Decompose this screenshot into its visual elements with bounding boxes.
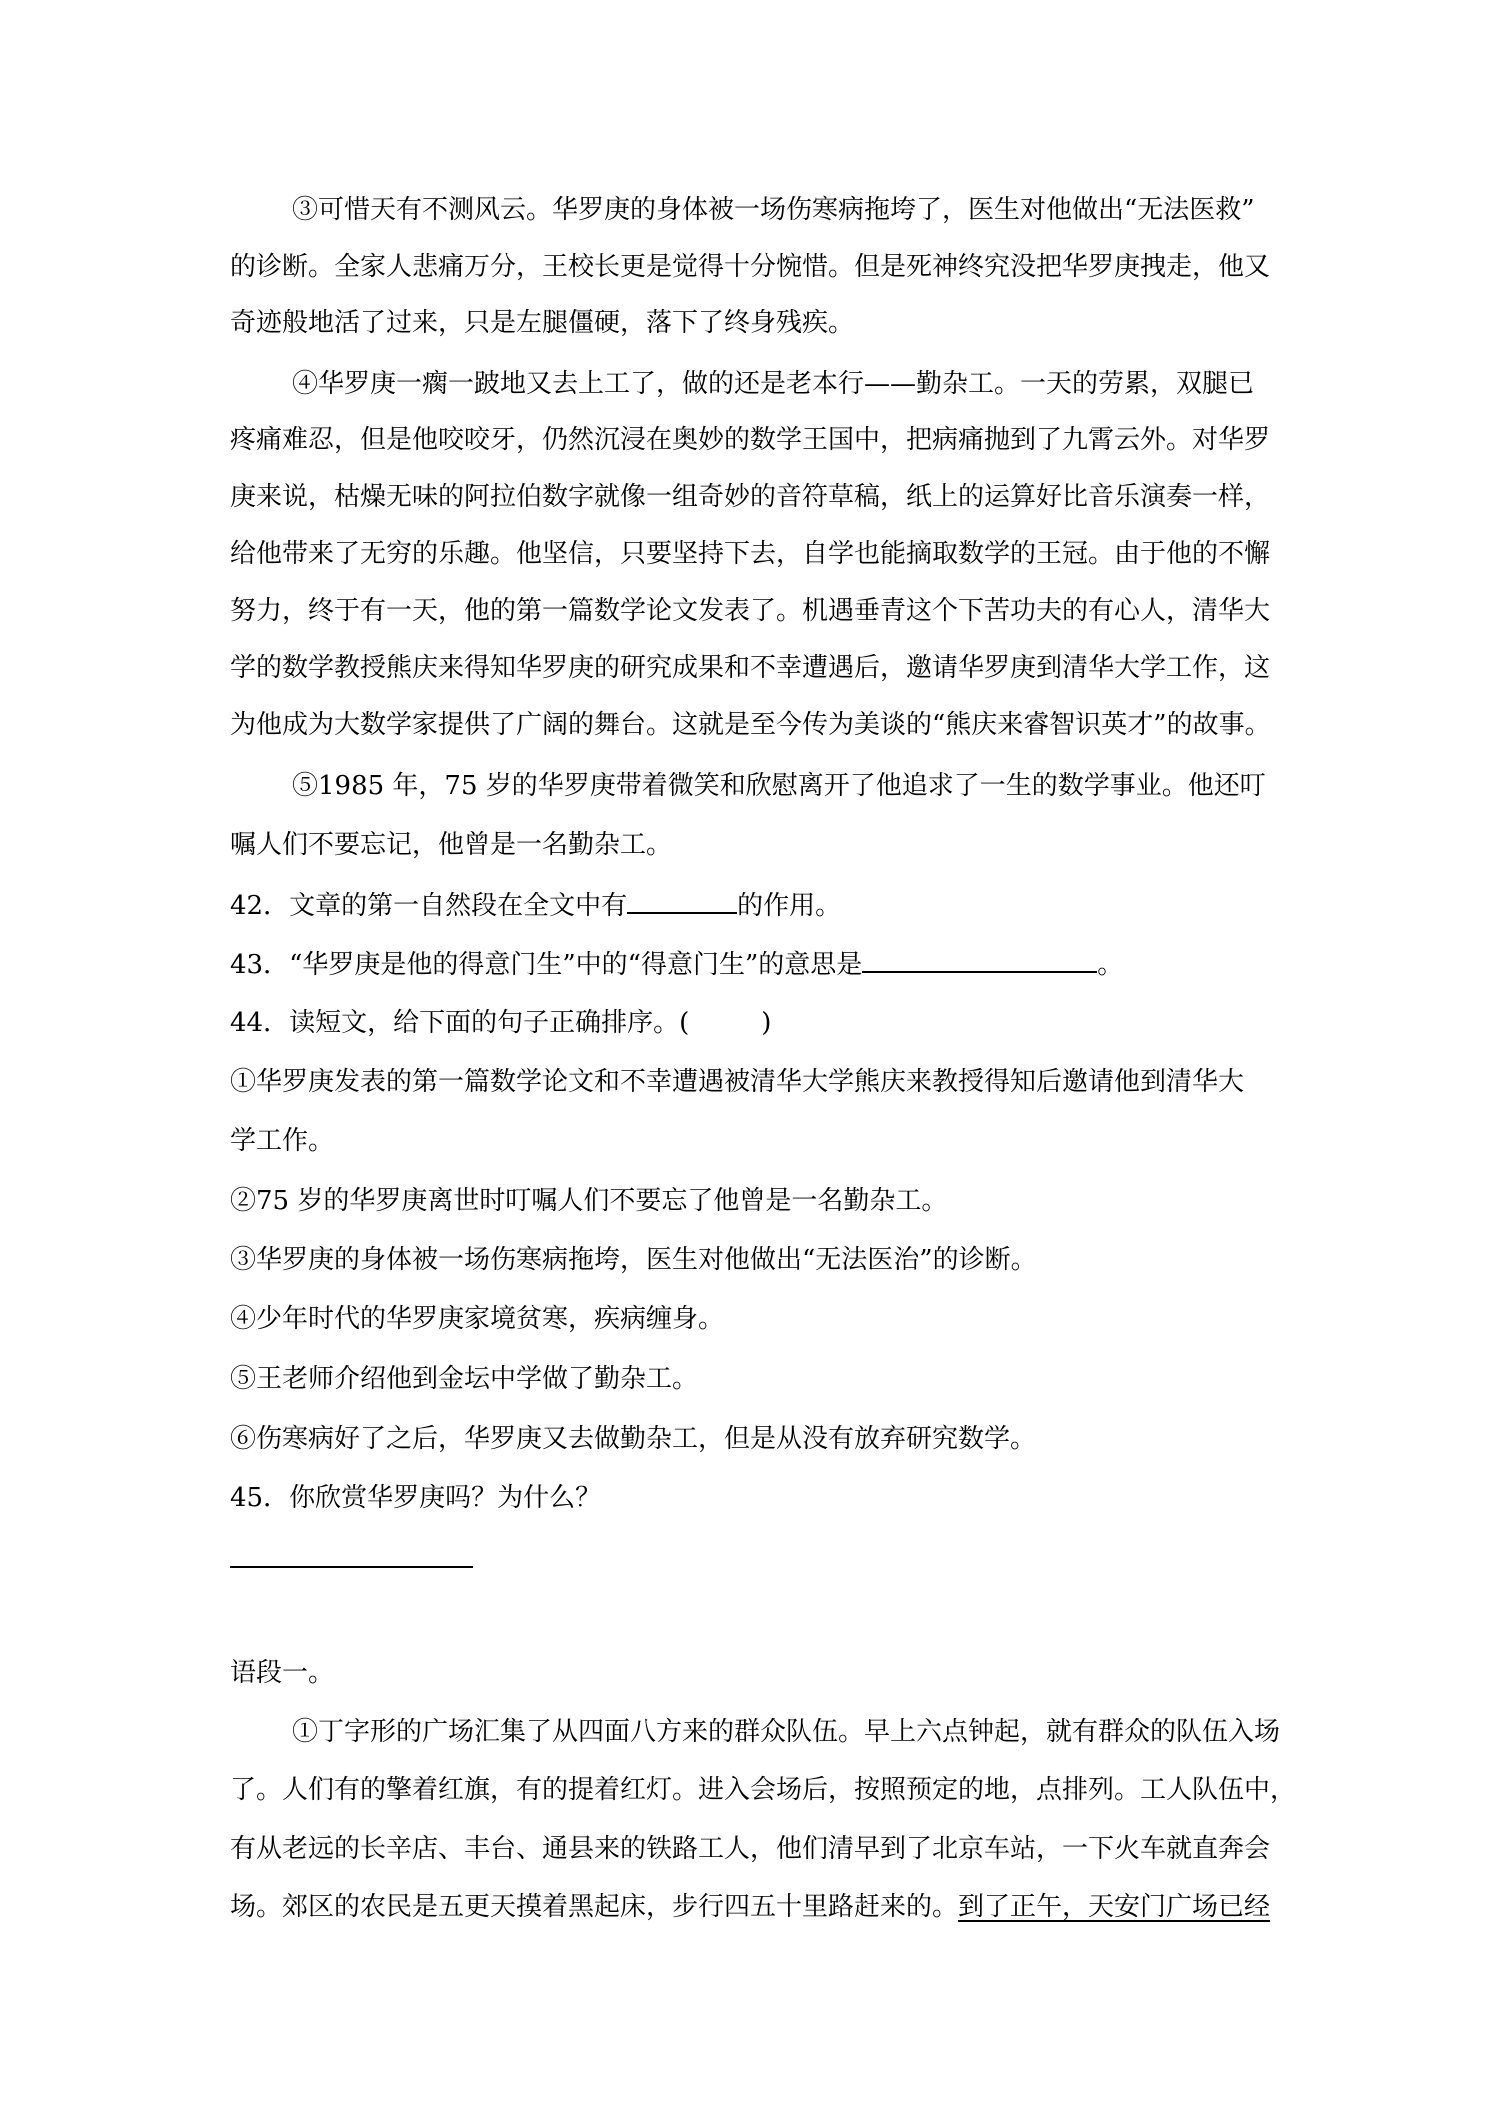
passage-p4-line7: 为他成为大数学家提供了广阔的舞台。这就是至今传为美谈的“熊庆来睿智识英才”的故事。 [230, 710, 1271, 740]
question-42-answer-blank[interactable] [627, 886, 737, 914]
question-42-suffix: 的作用。 [737, 891, 842, 921]
section2-p1-line3: 有从老远的长辛店、丰台、通县来的铁路工人，他们清早到了北京车站，一下火车就直奔会 [230, 1834, 1271, 1864]
question-42 [230, 886, 841, 924]
question-44 [230, 1005, 771, 1041]
passage-p3-line1: ③可惜天有不测风云。华罗庚的身体被一场伤寒病拖垮了，医生对他做出“无法医救” [292, 195, 1255, 225]
passage-p4-line3: 庚来说，枯燥无味的阿拉伯数字就像一组奇妙的音符草稿，纸上的运算好比音乐演奏一样， [230, 482, 1271, 512]
question-44-item-4: ④少年时代的华罗庚家境贫寒，疾病缠身。 [230, 1304, 725, 1334]
question-42-text: 42．文章的第一自然段在全文中有 [230, 891, 628, 921]
question-44-item-5: ⑤王老师介绍他到金坛中学做了勤杂工。 [230, 1364, 699, 1394]
question-44-item-2: ②75 岁的华罗庚离世时叮嘱人们不要忘了他曾是一名勤杂工。 [230, 1186, 948, 1216]
question-44-text: 44．读短文，给下面的句子正确排序。( [230, 1008, 690, 1038]
question-43-suffix: 。 [1097, 950, 1124, 980]
underlined-sentence: 到了正午，天安门广场已经 [958, 1892, 1271, 1922]
question-43-answer-blank[interactable] [862, 945, 1097, 973]
passage-p3-line2: 的诊断。全家人悲痛万分，王校长更是觉得十分惋惜。但是死神终究没把华罗庚拽走，他又 [230, 252, 1271, 282]
passage-p4-line4: 给他带来了无穷的乐趣。他坚信，只要坚持下去，自学也能摘取数学的王冠。由于他的不懈 [230, 539, 1271, 569]
question-44-item-1: ①华罗庚发表的第一篇数学论文和不幸遭遇被清华大学熊庆来教授得知后邀请他到清华大 [230, 1067, 1245, 1097]
question-44-item-1-cont: 学工作。 [230, 1126, 335, 1156]
section2-p1-line2: 了。人们有的擎着红旗，有的提着红灯。进入会场后，按照预定的地，点排列。工人队伍中， [230, 1775, 1297, 1805]
passage-p5-line2: 嘱人们不要忘记，他曾是一名勤杂工。 [230, 830, 673, 860]
question-43-text: 43．“华罗庚是他的得意门生”中的“得意门生”的意思是 [230, 950, 863, 980]
passage-p3-line3: 奇迹般地活了过来，只是左腿僵硬，落下了终身残疾。 [230, 308, 855, 338]
section2-p1-line1: ①丁字形的广场汇集了从四面八方来的群众队伍。早上六点钟起，就有群众的队伍入场 [292, 1717, 1281, 1747]
passage-p5-line1: ⑤1985 年，75 岁的华罗庚带着微笑和欣慰离开了他追求了一生的数学事业。他还叮 [292, 771, 1266, 801]
section2-p1-line4-text: 场。郊区的农民是五更天摸着黑起床，步行四五十里路赶来的。 [230, 1892, 959, 1922]
section2-p1-line4 [230, 1889, 1270, 1925]
question-45-answer-line[interactable] [230, 1566, 473, 1568]
passage-p4-line1: ④华罗庚一瘸一跛地又去上工了，做的还是老本行——勤杂工。一天的劳累，双腿已 [292, 369, 1255, 399]
section-heading: 语段一。 [230, 1658, 335, 1688]
question-45: 45．你欣赏华罗庚吗？为什么？ [230, 1483, 602, 1513]
passage-p4-line6: 学的数学教授熊庆来得知华罗庚的研究成果和不幸遭遇后，邀请华罗庚到清华大学工作，这 [230, 653, 1271, 683]
passage-p4-line5: 努力，终于有一天，他的第一篇数学论文发表了。机遇垂青这个下苦功夫的有心人，清华大 [230, 596, 1271, 626]
question-44-item-3: ③华罗庚的身体被一场伤寒病拖垮，医生对他做出“无法医治”的诊断。 [230, 1245, 1037, 1275]
question-43 [230, 945, 1123, 983]
passage-p4-line2: 疼痛难忍，但是他咬咬牙，仍然沉浸在奥妙的数学王国中，把病痛抛到了九霄云外。对华罗 [230, 425, 1271, 455]
question-44-close-paren: ) [761, 1008, 772, 1038]
question-44-item-6: ⑥伤寒病好了之后，华罗庚又去做勤杂工，但是从没有放弃研究数学。 [230, 1424, 1037, 1454]
